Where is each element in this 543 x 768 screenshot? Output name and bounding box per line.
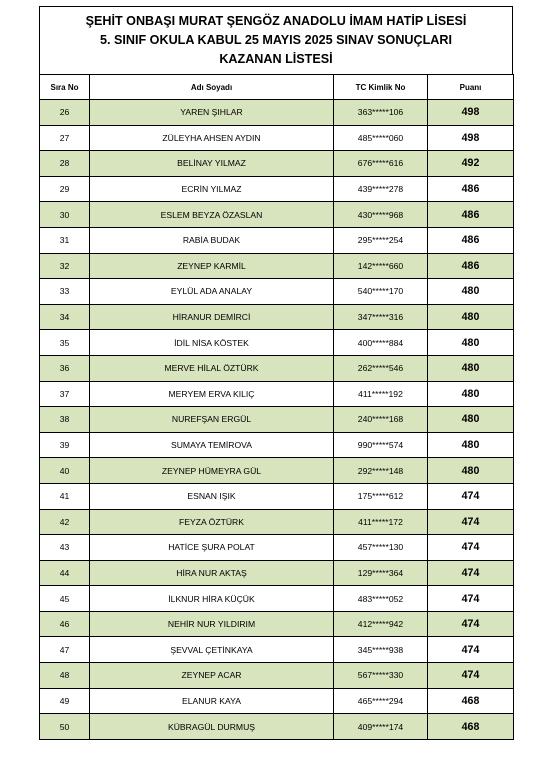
tc-number-cell: 990*****574 xyxy=(334,432,428,458)
tc-number-cell: 676*****616 xyxy=(334,151,428,177)
score-cell: 474 xyxy=(428,560,514,586)
table-row xyxy=(40,637,514,663)
table-row xyxy=(40,279,514,305)
name-cell: SUMAYA TEMİROVA xyxy=(90,432,334,458)
name-cell: ESNAN IŞIK xyxy=(90,483,334,509)
tc-number-cell: 295*****254 xyxy=(334,227,428,253)
rank-cell: 35 xyxy=(40,330,90,356)
name-cell: HİRA NUR AKTAŞ xyxy=(90,560,334,586)
tc-number-cell: 142*****660 xyxy=(334,253,428,279)
list-title: KAZANAN LİSTESİ xyxy=(219,52,333,66)
score-cell: 480 xyxy=(428,355,514,381)
tc-number-cell: 457*****130 xyxy=(334,535,428,561)
table-row xyxy=(40,227,514,253)
rank-cell: 34 xyxy=(40,304,90,330)
score-cell: 492 xyxy=(428,151,514,177)
table-row xyxy=(40,586,514,612)
name-cell: EYLÜL ADA ANALAY xyxy=(90,279,334,305)
score-cell: 474 xyxy=(428,535,514,561)
rank-cell: 36 xyxy=(40,355,90,381)
table-row xyxy=(40,407,514,433)
name-cell: HATİCE ŞURA POLAT xyxy=(90,535,334,561)
score-cell: 474 xyxy=(428,637,514,663)
table-row xyxy=(40,125,514,151)
score-cell: 480 xyxy=(428,330,514,356)
name-cell: İLKNUR HİRA KÜÇÜK xyxy=(90,586,334,612)
table-row xyxy=(40,663,514,689)
name-cell: RABİA BUDAK xyxy=(90,227,334,253)
tc-number-cell: 483*****052 xyxy=(334,586,428,612)
tc-number-cell: 411*****172 xyxy=(334,509,428,535)
rank-cell: 38 xyxy=(40,407,90,433)
rank-cell: 41 xyxy=(40,483,90,509)
name-cell: MERVE HİLAL ÖZTÜRK xyxy=(90,355,334,381)
score-cell: 480 xyxy=(428,458,514,484)
table-header-row xyxy=(40,75,514,100)
name-cell: ZEYNEP KARMİL xyxy=(90,253,334,279)
name-cell: YAREN ŞIHLAR xyxy=(90,100,334,126)
table-row xyxy=(40,253,514,279)
table-row xyxy=(40,611,514,637)
tc-number-cell: 345*****938 xyxy=(334,637,428,663)
name-cell: NUREFŞAN ERGÜL xyxy=(90,407,334,433)
score-cell: 486 xyxy=(428,176,514,202)
column-header-rank: Sıra No xyxy=(40,75,90,100)
score-cell: 486 xyxy=(428,202,514,228)
score-cell: 474 xyxy=(428,509,514,535)
tc-number-cell: 292*****148 xyxy=(334,458,428,484)
name-cell: ESLEM BEYZA ÖZASLAN xyxy=(90,202,334,228)
name-cell: ZÜLEYHA AHSEN AYDIN xyxy=(90,125,334,151)
tc-number-cell: 540*****170 xyxy=(334,279,428,305)
name-cell: KÜBRAGÜL DURMUŞ xyxy=(90,714,334,740)
score-cell: 474 xyxy=(428,663,514,689)
table-row xyxy=(40,458,514,484)
tc-number-cell: 485*****060 xyxy=(334,125,428,151)
table-row xyxy=(40,202,514,228)
document-header xyxy=(39,6,513,74)
table-body xyxy=(40,100,514,740)
rank-cell: 45 xyxy=(40,586,90,612)
name-cell: ŞEVVAL ÇETİNKAYA xyxy=(90,637,334,663)
tc-number-cell: 567*****330 xyxy=(334,663,428,689)
tc-number-cell: 363*****106 xyxy=(334,100,428,126)
score-cell: 480 xyxy=(428,432,514,458)
table-row xyxy=(40,151,514,177)
table-row xyxy=(40,304,514,330)
score-cell: 468 xyxy=(428,688,514,714)
column-header-tc: TC Kimlik No xyxy=(334,75,428,100)
score-cell: 480 xyxy=(428,407,514,433)
score-cell: 480 xyxy=(428,279,514,305)
name-cell: ELANUR KAYA xyxy=(90,688,334,714)
table-row xyxy=(40,483,514,509)
tc-number-cell: 240*****168 xyxy=(334,407,428,433)
rank-cell: 44 xyxy=(40,560,90,586)
score-cell: 486 xyxy=(428,253,514,279)
rank-cell: 27 xyxy=(40,125,90,151)
rank-cell: 46 xyxy=(40,611,90,637)
tc-number-cell: 347*****316 xyxy=(334,304,428,330)
table-row xyxy=(40,100,514,126)
score-cell: 468 xyxy=(428,714,514,740)
table-row xyxy=(40,432,514,458)
score-cell: 480 xyxy=(428,304,514,330)
rank-cell: 48 xyxy=(40,663,90,689)
rank-cell: 39 xyxy=(40,432,90,458)
name-cell: BELİNAY YILMAZ xyxy=(90,151,334,177)
name-cell: İDİL NİSA KÖSTEK xyxy=(90,330,334,356)
table-row xyxy=(40,560,514,586)
rank-cell: 50 xyxy=(40,714,90,740)
rank-cell: 37 xyxy=(40,381,90,407)
table-row xyxy=(40,176,514,202)
column-header-name: Adı Soyadı xyxy=(90,75,334,100)
score-cell: 486 xyxy=(428,227,514,253)
rank-cell: 26 xyxy=(40,100,90,126)
score-cell: 498 xyxy=(428,125,514,151)
name-cell: ECRİN YILMAZ xyxy=(90,176,334,202)
name-cell: ZEYNEP HÜMEYRA GÜL xyxy=(90,458,334,484)
rank-cell: 40 xyxy=(40,458,90,484)
tc-number-cell: 411*****192 xyxy=(334,381,428,407)
score-cell: 474 xyxy=(428,586,514,612)
results-table xyxy=(39,74,514,740)
rank-cell: 30 xyxy=(40,202,90,228)
tc-number-cell: 129*****364 xyxy=(334,560,428,586)
rank-cell: 42 xyxy=(40,509,90,535)
score-cell: 480 xyxy=(428,381,514,407)
rank-cell: 43 xyxy=(40,535,90,561)
table-row xyxy=(40,535,514,561)
name-cell: ZEYNEP ACAR xyxy=(90,663,334,689)
tc-number-cell: 465*****294 xyxy=(334,688,428,714)
table-row xyxy=(40,714,514,740)
table-row xyxy=(40,509,514,535)
tc-number-cell: 439*****278 xyxy=(334,176,428,202)
name-cell: MERYEM ERVA KILIÇ xyxy=(90,381,334,407)
rank-cell: 31 xyxy=(40,227,90,253)
table-row xyxy=(40,330,514,356)
table-row xyxy=(40,355,514,381)
score-cell: 498 xyxy=(428,100,514,126)
results-document xyxy=(39,6,513,740)
tc-number-cell: 409*****174 xyxy=(334,714,428,740)
rank-cell: 28 xyxy=(40,151,90,177)
column-header-score: Puanı xyxy=(428,75,514,100)
table-row xyxy=(40,381,514,407)
table-row xyxy=(40,688,514,714)
rank-cell: 49 xyxy=(40,688,90,714)
rank-cell: 29 xyxy=(40,176,90,202)
exam-title: 5. SINIF OKULA KABUL 25 MAYIS 2025 SINAV SONUÇLARI xyxy=(100,33,452,47)
score-cell: 474 xyxy=(428,483,514,509)
tc-number-cell: 430*****968 xyxy=(334,202,428,228)
rank-cell: 33 xyxy=(40,279,90,305)
tc-number-cell: 412*****942 xyxy=(334,611,428,637)
rank-cell: 32 xyxy=(40,253,90,279)
name-cell: NEHİR NUR YILDIRIM xyxy=(90,611,334,637)
name-cell: HİRANUR DEMİRCİ xyxy=(90,304,334,330)
rank-cell: 47 xyxy=(40,637,90,663)
name-cell: FEYZA ÖZTÜRK xyxy=(90,509,334,535)
tc-number-cell: 262*****546 xyxy=(334,355,428,381)
school-name: ŞEHİT ONBAŞI MURAT ŞENGÖZ ANADOLU İMAM HATİP LİSESİ xyxy=(85,14,467,28)
tc-number-cell: 400*****884 xyxy=(334,330,428,356)
tc-number-cell: 175*****612 xyxy=(334,483,428,509)
score-cell: 474 xyxy=(428,611,514,637)
